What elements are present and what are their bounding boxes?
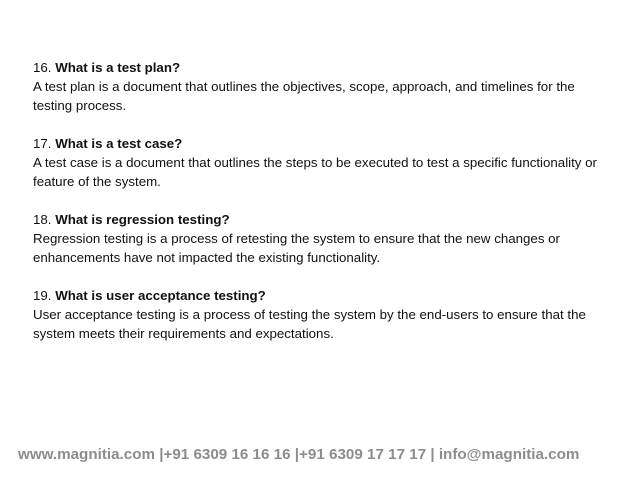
answer-text: A test plan is a document that outlines the objectives, scope, approach, and timelines for the testing process.: [33, 79, 575, 113]
question-line: [33, 286, 608, 305]
question-number: 17.: [33, 136, 52, 151]
question-text: What is regression testing?: [55, 212, 230, 227]
question-text: What is a test plan?: [55, 60, 181, 75]
qa-item-17: [33, 134, 608, 191]
question-line: [33, 210, 608, 229]
qa-list: [33, 58, 608, 362]
question-number: 16.: [33, 60, 52, 75]
qa-item-18: [33, 210, 608, 267]
question-number: 19.: [33, 288, 52, 303]
question-text: What is a test case?: [55, 136, 183, 151]
answer-text: User acceptance testing is a process of testing the system by the end-users to ensure that the system meets their requirements and expectations.: [33, 307, 586, 341]
question-text: What is user acceptance testing?: [55, 288, 266, 303]
contact-footer: www.magnitia.com |+91 6309 16 16 16 |+91 6309 17 17 17 | info@magnitia.com: [18, 446, 580, 463]
qa-item-19: [33, 286, 608, 343]
question-number: 18.: [33, 212, 52, 227]
question-line: [33, 58, 608, 77]
answer-text: Regression testing is a process of retesting the system to ensure that the new changes or enhancements have not impacted the existing functionality.: [33, 231, 560, 265]
question-line: [33, 134, 608, 153]
answer-text: A test case is a document that outlines the steps to be executed to test a specific functionality or feature of the system.: [33, 155, 597, 189]
qa-item-16: [33, 58, 608, 115]
